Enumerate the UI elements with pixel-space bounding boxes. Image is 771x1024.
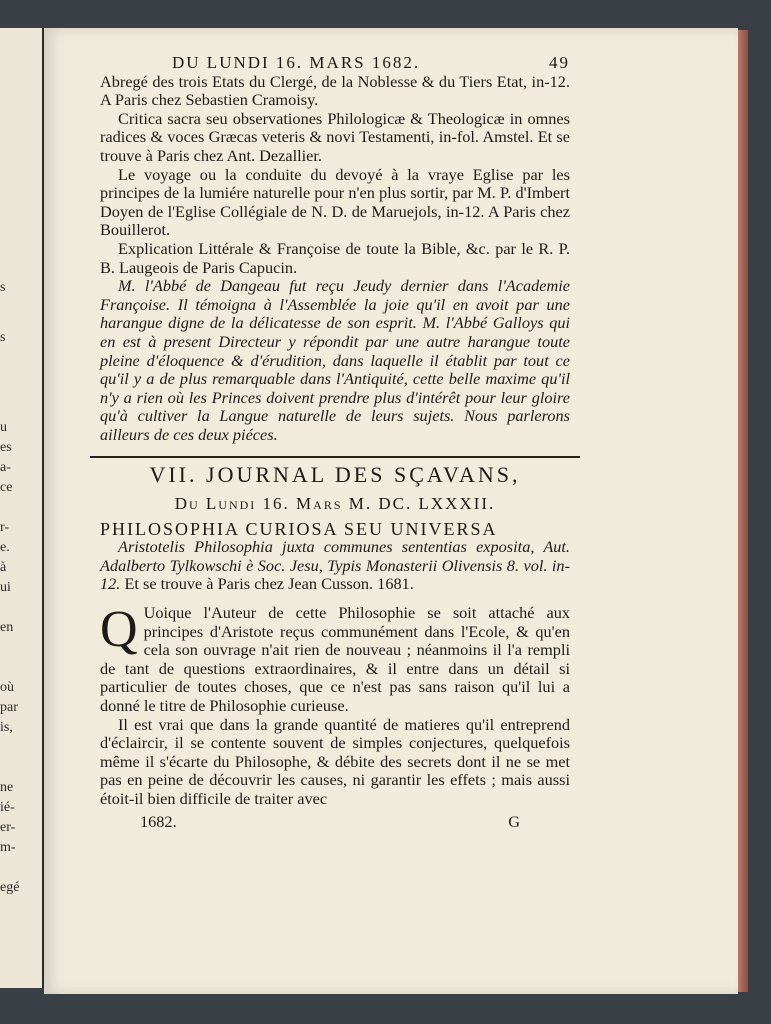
left-fragment: s <box>0 280 6 295</box>
left-fragment: ui <box>0 580 11 595</box>
left-fragment: is, <box>0 720 13 735</box>
left-fragment: en <box>0 620 14 635</box>
book-subtitle <box>100 538 570 594</box>
left-fragment: m- <box>0 840 16 855</box>
entry-abrege: Abregé des trois Etats du Clergé, de la Noblesse & du Tiers Etat, in-12. A Paris chez Sebastien Cramoisy. <box>100 71 570 110</box>
left-fragment: egé <box>0 880 20 895</box>
page-edge <box>738 30 748 992</box>
signature-mark: G <box>508 811 520 831</box>
left-fragment: ié- <box>0 800 15 815</box>
drop-cap: Q <box>100 601 138 659</box>
review-paragraph-2: Il est vrai que dans la grande quantité de matieres qu'il entreprend d'éclaircir, il se contente souvent de simples conjectures, quelquefois même il s'écarte du Philosophe, & débite des secrets dont il ne se met pas en peine de découvrir les causes, ni garantir les effets ; mais aussi étoit-il bien difficile de traiter avec <box>100 714 570 808</box>
left-fragment: par <box>0 700 18 715</box>
journal-date: Du Lundi 16. Mars M. DC. LXXXII. <box>174 494 496 514</box>
left-fragment: u <box>0 420 7 435</box>
left-fragment: a- <box>0 460 11 475</box>
left-fragment: es <box>0 440 12 455</box>
review-paragraph-1 <box>100 601 570 716</box>
entry-voyage: Le voyage ou la conduite du devoyé à la vraye Eglise par les principes de la lumiére naturelle pour n'en plus sortir, par M. P. d'Imbert Doyen de l'Eglise Collégiale de N. D. de Maruejols, in-12. A Paris chez Bouillerot. <box>100 164 570 240</box>
left-fragment: s <box>0 330 6 345</box>
left-fragment: er- <box>0 820 16 835</box>
page-footer <box>140 813 520 832</box>
left-fragment: e. <box>0 540 10 555</box>
book-subtitle-italic: Aristotelis Philosophia juxta communes sententias exposita, Aut. Adalberto Tylkowschi è Soc. Jesu, Typis Monasterii Olivensis 8. vol. in-12. <box>100 537 570 594</box>
book-title: PHILOSOPHIA CURIOSA SEU UNIVERSA <box>100 518 498 539</box>
page-text <box>100 54 570 831</box>
left-facing-page <box>0 28 44 988</box>
left-fragment: r- <box>0 520 10 535</box>
left-fragment: ne <box>0 780 14 795</box>
entry-critica: Critica sacra seu observationes Philologicæ & Theologicæ in omnes radices & voces Græcas veteris & novi Testamenti, in-fol. Amstel. Et se trouve à Paris chez Ant. Dezallier. <box>100 108 570 165</box>
footer-year: 1682. <box>140 811 177 831</box>
left-fragment: ce <box>0 480 13 495</box>
page-number: 49 <box>549 53 570 72</box>
running-header <box>172 54 570 73</box>
left-fragment: à <box>0 560 7 575</box>
review-paragraph-1-text: Uoique l'Auteur de cette Philosophie se soit attaché aux principes d'Aristote reçus communément dans l'Ecole, & qu'en cela son ouvrage n'ait rien de nouveau ; néanmoins il l'a rempli de tant de questions extraordinaires, & il entre dans un détail si particulier de toutes choses, que ce n'est pas sans raison qu'il lui a donné le titre de Philosophie curieuse. <box>100 603 570 715</box>
journal-title: VII. JOURNAL DES SÇAVANS, <box>149 462 521 488</box>
section-rule <box>90 456 580 458</box>
book-subtitle-roman: Et se trouve à Paris chez Jean Cusson. 1681. <box>124 574 414 594</box>
academy-paragraph: M. l'Abbé de Dangeau fut reçu Jeudy dernier dans l'Academie Françoise. Il témoigna à l'Assemblée la joie qu'il en avoit par une harangue digne de la délicatesse de son esprit. M. l'Abbé Galloys qui en est à present Directeur y répondit par une autre harangue toute pleine d'éloquence & d'érudition, dans laquelle il établit par tout ce qu'il y a de plus remarquable dans l'Antiquité, cette belle maxime qu'il n'y a rien où les Princes doivent prendre plus d'intérêt pour leur gloire qu'à cultiver la Langue naturelle de leurs sujets. Nous parlerons ailleurs de ces deux piéces. <box>100 276 570 444</box>
entry-explication: Explication Littérale & Françoise de toute la Bible, &c. par le R. P. B. Laugeois de Paris Capucin. <box>100 238 570 277</box>
left-fragment: où <box>0 680 14 695</box>
header-title: DU LUNDI 16. MARS 1682. <box>172 53 421 72</box>
